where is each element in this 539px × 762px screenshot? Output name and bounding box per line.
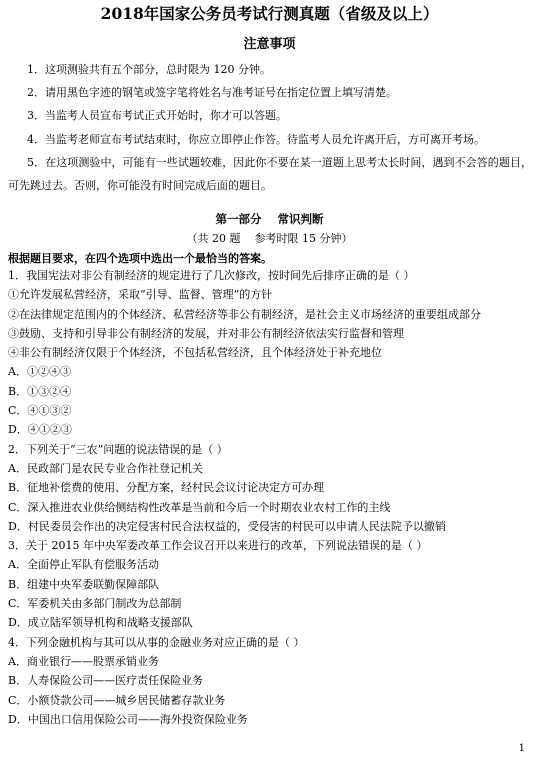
- page-number: 1: [518, 743, 525, 754]
- question-statement: ①允许发展私营经济，采取“引导、监督、管理”的方针: [8, 288, 273, 302]
- question: [8, 536, 532, 632]
- question-stem: 3．关于 2015 年中央军委改革工作会议召开以来进行的改革，下列说法错误的是（ ）: [8, 539, 428, 553]
- part-instruction: 根据题目要求，在四个选项中选出一个最恰当的答案。: [8, 252, 272, 265]
- question-stem: 4．下列金融机构与其可以从事的金融业务对应正确的是（ ）: [8, 635, 305, 649]
- answer-option: C．④①③②: [8, 404, 72, 418]
- question: [8, 633, 532, 729]
- notice-item: 1．这项测验共有五个部分，总时限为 120 分钟。: [27, 63, 271, 76]
- question-statement: ④非公有制经济仅限于个体经济，不包括私营经济，且个体经济处于补充地位: [8, 346, 382, 360]
- question-stem: 1．我国宪法对非公有制经济的规定进行了几次修改，按时间先后排序正确的是（ ）: [8, 269, 415, 282]
- answer-option: C．小额贷款公司——城乡居民储蓄存款业务: [8, 693, 226, 707]
- answer-option: B．征地补偿费的使用、分配方案，经村民会议讨论决定方可办理: [8, 481, 325, 495]
- answer-option: B．人寿保险公司——医疗责任保险业务: [8, 674, 204, 688]
- notice-heading: 注意事项: [243, 37, 296, 52]
- answer-option: A．民政部门是农民专业合作社登记机关: [8, 461, 203, 475]
- answer-option: D．④①②③: [8, 423, 72, 437]
- notice-item: 3．当监考人员宣布考试正式开始时，你才可以答题。: [27, 109, 287, 123]
- question: [8, 266, 532, 440]
- notice-item: 4．当监考老师宣布考试结束时，你应立即停止作答。待监考人员允许离开后，方可离开考场。: [27, 132, 485, 146]
- answer-option: A．全面停止军队有偿服务活动: [8, 558, 159, 572]
- answer-option: A．商业银行——股票承销业务: [8, 654, 159, 668]
- question-statement: ②在法律规定范围内的个体经济、私营经济等非公有制经济，是社会主义市场经济的重要组成部分: [8, 307, 481, 321]
- question-statement: ③鼓励、支持和引导非公有制经济的发展，并对非公有制经济依法实行监督和管理: [8, 326, 404, 340]
- exam-title: 2018年国家公务员考试行测真题（省级及以上）: [100, 4, 439, 23]
- answer-option: C．深入推进农业供给侧结构性改革是当前和今后一个时期农业农村工作的主线: [8, 500, 391, 514]
- answer-option: B．①③②④: [8, 384, 72, 398]
- part-title: 第一部分 常识判断: [215, 212, 324, 226]
- notice-item: 2．请用黑色字迹的钢笔或签字笔将姓名与准考证号在指定位置上填写清楚。: [27, 86, 397, 100]
- part-subtitle: （共 20 题 参考时限 15 分钟）: [186, 232, 353, 245]
- notice-item: 5．在这项测验中，可能有一些试题较难，因此你不要在某一道题上思考太长时间，遇到不会答的题目，可先跳过去。否则，你可能没有时间完成后面的题目。: [8, 155, 532, 193]
- notice-list: [8, 58, 532, 197]
- question-stem: 2．下列关于“三农”问题的说法错误的是（ ）: [8, 442, 228, 456]
- answer-option: D．中国出口信用保险公司——海外投资保险业务: [8, 712, 248, 726]
- answer-option: A．①②④③: [8, 365, 71, 379]
- question-list: [8, 266, 532, 729]
- answer-option: D．成立陆军领导机构和战略支援部队: [8, 616, 193, 630]
- answer-option: B．组建中央军委联勤保障部队: [8, 577, 160, 591]
- question: [8, 440, 532, 536]
- answer-option: D．村民委员会作出的决定侵害村民合法权益的，受侵害的村民可以申请人民法院予以撤销: [8, 519, 446, 533]
- answer-option: C．军委机关由多部门制改为总部制: [8, 597, 182, 611]
